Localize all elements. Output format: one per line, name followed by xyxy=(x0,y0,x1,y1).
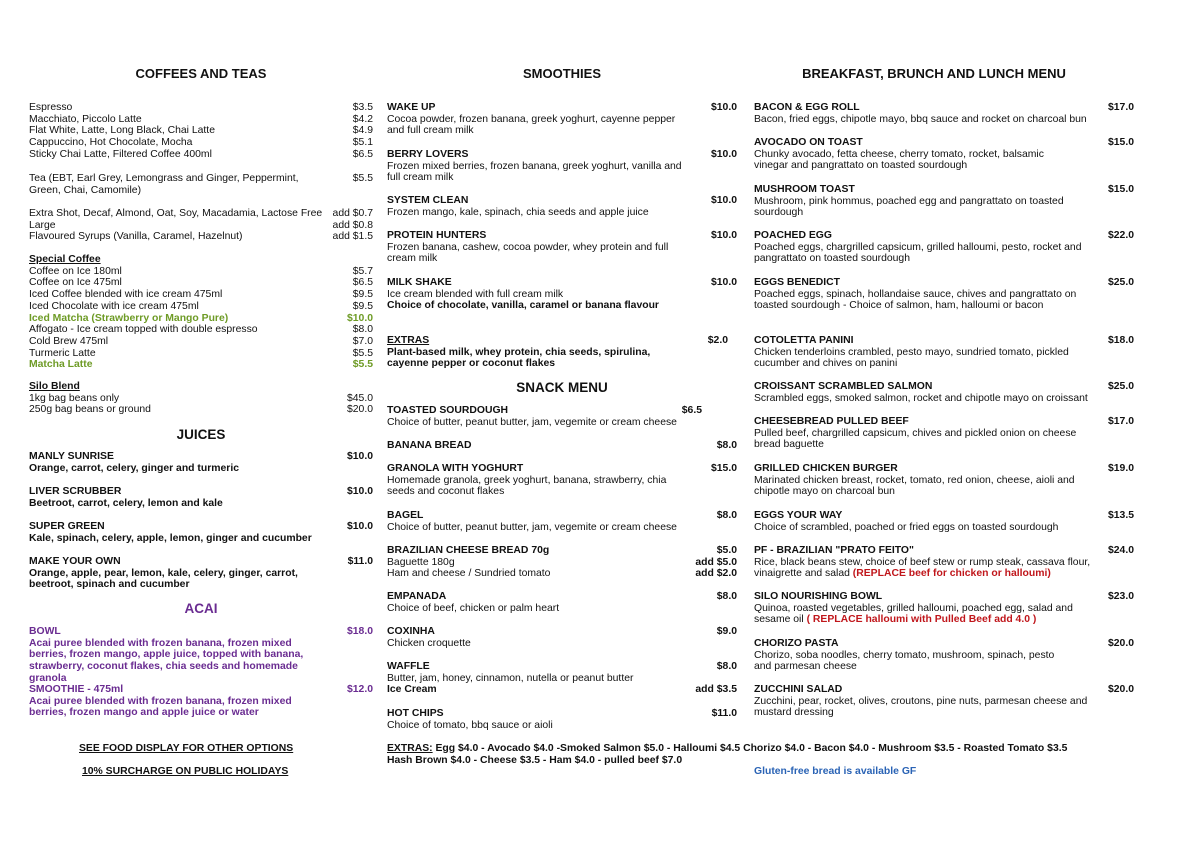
snack-item: BAGEL $8.0 Choice of butter, peanut butter, jam, vegemite or cream cheese xyxy=(387,510,737,533)
coffees-heading: COFFEES AND TEAS xyxy=(135,66,267,81)
surcharge-note: 10% SURCHARGE ON PUBLIC HOLIDAYS xyxy=(82,766,289,777)
food-extras: EXTRAS: Egg $4.0 - Avocado $4.0 -Smoked Salmon $5.0 - Halloumi $4.5 Chorizo $4.0 - Bacon $4.0 - Mushroom $3.5 - Roasted Tomato $3.5 Hash Brown $4.0 - Cheese $3.5 - Ham $4.0 - pulled beef $7.0 xyxy=(387,743,1068,766)
snack-item: COXINHA $9.0 Chicken croquette xyxy=(387,626,737,649)
replace-note: ( REPLACE halloumi with Pulled Beef add 4.0 ) xyxy=(806,614,1037,626)
breakfast-item: AVOCADO ON TOAST $15.0 Chunky avocado, fetta cheese, cherry tomato, rocket, balsamic vinegar and pangrattato on toasted sourdough xyxy=(754,137,1134,172)
menu-row: Iced Matcha (Strawberry or Mango Pure) $10.0 xyxy=(29,312,373,324)
replace-note: (REPLACE beef for chicken or halloumi) xyxy=(852,568,1051,580)
menu-row: Iced Coffee blended with ice cream 475ml $9.5 xyxy=(29,289,373,301)
tea-item: Tea (EBT, Earl Grey, Lemongrass and Ginger, Peppermint, $5.5 Green, Chai, Camomile) xyxy=(29,173,373,196)
smoothie-extras-price: $2.0 xyxy=(707,335,728,346)
breakfast-item: CROISSANT SCRAMBLED SALMON $25.0 Scrambled eggs, smoked salmon, rocket and chipotle mayo on croissant xyxy=(754,381,1134,404)
coffee-basics-list xyxy=(29,102,373,161)
silo-blend-heading: Silo Blend xyxy=(29,381,80,392)
acai-price: $18.0 xyxy=(346,626,373,637)
breakfast-item: PF - BRAZILIAN "PRATO FEITO" $24.0 Rice, black beans stew, choice of beef stew or rump steak, cassava flour, vinaigrette and salad (REPLACE beef for chicken or halloumi) xyxy=(754,545,1134,580)
menu-row: Iced Chocolate with ice cream 475ml $9.5 xyxy=(29,300,373,312)
menu-row: Turmeric Latte $5.5 xyxy=(29,347,373,359)
breakfast-item: GRILLED CHICKEN BURGER $19.0 Marinated chicken breast, rocket, tomato, red onion, cheese, aioli and chipotle mayo on charcoal bun xyxy=(754,463,1134,498)
juice-price: $11.0 xyxy=(347,556,373,567)
acai-item: SMOOTHIE - 475ml Acai puree blended with frozen banana, frozen mixed berries, frozen mango and apple juice or water xyxy=(29,684,292,719)
special-coffee-list xyxy=(29,254,373,371)
snack-item: GRANOLA WITH YOGHURT Homemade granola, greek yoghurt, banana, strawberry, chia seeds and coconut flakes xyxy=(387,463,667,498)
snack-item: HOT CHIPS $11.0 Choice of tomato, bbq sauce or aioli xyxy=(387,708,737,731)
smoothie-item: MILK SHAKE $10.0 Ice cream blended with full cream milk Choice of chocolate, vanilla, caramel or banana flavour xyxy=(387,277,737,312)
acai-heading: ACAI xyxy=(184,601,218,616)
breakfast-heading: BREAKFAST, BRUNCH AND LUNCH MENU xyxy=(802,66,1066,81)
acai-item: BOWL Acai puree blended with frozen banana, frozen mixed berries, frozen mango, apple juice, topped with banana, strawberry, coconut flakes, chia seeds and homemade granola xyxy=(29,626,304,684)
food-display-note: SEE FOOD DISPLAY FOR OTHER OPTIONS xyxy=(79,743,294,754)
snack-item: WAFFLE $8.0 Butter, jam, honey, cinnamon, nutella or peanut butter Ice Cream add $3.5 xyxy=(387,661,737,696)
menu-row: Coffee on Ice 475ml $6.5 xyxy=(29,277,373,289)
smoothie-item: WAKE UP Cocoa powder, frozen banana, greek yoghurt, cayenne pepper and full cream milk xyxy=(387,102,676,137)
menu-row: Flat White, Latte, Long Black, Chai Latte $4.9 xyxy=(29,125,373,137)
silo-blend-list xyxy=(29,381,373,416)
menu-row: 1kg bag beans only $45.0 xyxy=(29,392,373,404)
smoothie-extras: EXTRAS Plant-based milk, whey protein, chia seeds, spirulina, cayenne pepper or coconut flakes xyxy=(387,335,651,370)
smoothie-item: SYSTEM CLEAN $10.0 Frozen mango, kale, spinach, chia seeds and apple juice xyxy=(387,195,737,218)
smoothie-price: $10.0 xyxy=(710,230,737,241)
menu-row: Sticky Chai Latte, Filtered Coffee 400ml $6.5 xyxy=(29,148,373,160)
breakfast-item: BACON & EGG ROLL $17.0 Bacon, fried eggs, chipotle mayo, bbq sauce and rocket on charcoal bun xyxy=(754,102,1134,125)
special-coffee-heading: Special Coffee xyxy=(29,254,101,265)
menu-row: Cold Brew 475ml $7.0 xyxy=(29,335,373,347)
snack-item: TOASTED SOURDOUGH $6.5 Choice of butter, peanut butter, jam, vegemite or cream cheese xyxy=(387,405,702,428)
menu-row: Large add $0.8 xyxy=(29,219,373,231)
snack-item: BANANA BREAD $8.0 xyxy=(387,440,737,451)
breakfast-item: CHORIZO PASTA $20.0 Chorizo, soba noodles, cherry tomato, mushroom, spinach, pesto and parmesan cheese xyxy=(754,638,1134,673)
smoothie-item: PROTEIN HUNTERS Frozen banana, cashew, cocoa powder, whey protein and full cream milk xyxy=(387,230,669,265)
breakfast-item: EGGS BENEDICT $25.0 Poached eggs, spinach, hollandaise sauce, chives and pangrattato on toasted sourdough - Choice of salmon, ham, halloumi or bacon xyxy=(754,277,1134,312)
smoothie-price: $10.0 xyxy=(710,102,737,113)
breakfast-item: EGGS YOUR WAY $13.5 Choice of scrambled, poached or fried eggs on toasted sourdough xyxy=(754,510,1134,533)
menu-row: Cappuccino, Hot Chocolate, Mocha $5.1 xyxy=(29,137,373,149)
smoothie-item: BERRY LOVERS Frozen mixed berries, frozen banana, greek yoghurt, vanilla and full cream milk xyxy=(387,149,682,184)
smoothies-heading: SMOOTHIES xyxy=(522,66,601,81)
menu-row: Macchiato, Piccolo Latte $4.2 xyxy=(29,113,373,125)
snack-price: $15.0 xyxy=(710,463,737,474)
breakfast-item: CHEESEBREAD PULLED BEEF $17.0 Pulled beef, chargrilled capsicum, chives and pickled onion on cheese bread baguette xyxy=(754,416,1134,451)
breakfast-item: COTOLETTA PANINI $18.0 Chicken tenderloins crambled, pesto mayo, sundried tomato, pickled cucumber and chives on panini xyxy=(754,335,1134,370)
menu-row: Flavoured Syrups (Vanilla, Caramel, Hazelnut) add $1.5 xyxy=(29,231,373,243)
menu-row: Coffee on Ice 180ml $5.7 xyxy=(29,265,373,277)
breakfast-item: POACHED EGG $22.0 Poached eggs, chargrilled capsicum, grilled halloumi, pesto, rocket and pangrattato on toasted sourdough xyxy=(754,230,1134,265)
juice-item: LIVER SCRUBBER $10.0 Beetroot, carrot, celery, lemon and kale xyxy=(29,486,373,509)
coffee-extras-list xyxy=(29,208,373,243)
breakfast-item: MUSHROOM TOAST $15.0 Mushroom, pink hommus, poached egg and pangrattato on toasted sourdough xyxy=(754,184,1134,219)
menu-row: Affogato - Ice cream topped with double espresso $8.0 xyxy=(29,324,373,336)
juices-heading: JUICES xyxy=(176,427,226,442)
snack-heading: SNACK MENU xyxy=(516,380,608,395)
breakfast-item: SILO NOURISHING BOWL $23.0 Quinoa, roasted vegetables, grilled halloumi, poached egg, salad and sesame oil ( REPLACE halloumi with Pulled Beef add 4.0 ) xyxy=(754,591,1134,626)
juice-item: MANLY SUNRISE $10.0 Orange, carrot, celery, ginger and turmeric xyxy=(29,451,373,474)
gluten-free-note: Gluten-free bread is available GF xyxy=(754,766,917,777)
menu-row: Espresso $3.5 xyxy=(29,102,373,113)
snack-item: EMPANADA $8.0 Choice of beef, chicken or palm heart xyxy=(387,591,737,614)
menu-row: 250g bag beans or ground $20.0 xyxy=(29,404,373,416)
snack-item: BRAZILIAN CHEESE BREAD 70g $5.0 Baguette 180g add $5.0 Ham and cheese / Sundried tomato add $2.0 xyxy=(387,545,737,580)
menu-row: Extra Shot, Decaf, Almond, Oat, Soy, Macadamia, Lactose Free add $0.7 xyxy=(29,208,373,219)
smoothie-price: $10.0 xyxy=(710,149,737,160)
menu-row: Matcha Latte $5.5 xyxy=(29,359,373,371)
acai-price: $12.0 xyxy=(346,684,373,695)
breakfast-item: ZUCCHINI SALAD $20.0 Zucchini, pear, rocket, olives, croutons, pine nuts, parmesan cheese and mustard dressing xyxy=(754,684,1134,719)
juice-item: SUPER GREEN $10.0 Kale, spinach, celery, apple, lemon, ginger and cucumber xyxy=(29,521,373,544)
juice-item: MAKE YOUR OWN Orange, apple, pear, lemon, kale, celery, ginger, carrot, beetroot, spinach and cucumber xyxy=(29,556,298,591)
